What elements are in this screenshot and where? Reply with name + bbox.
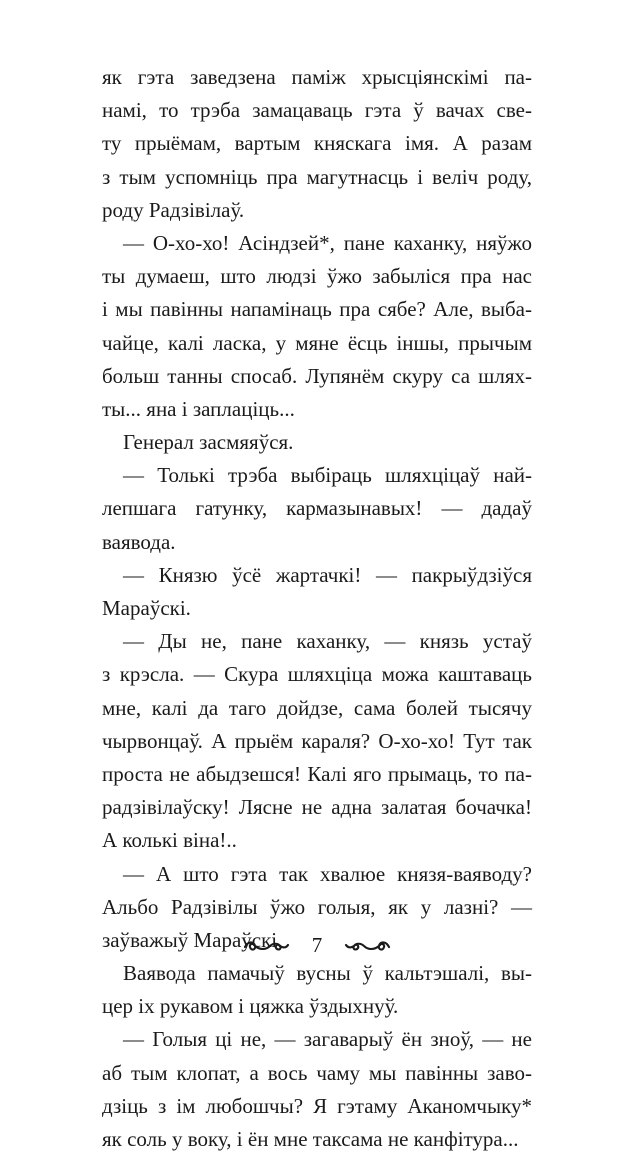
paragraph [102,1023,532,1156]
text-line: намі, то трэба замацаваць гэта ў вачах све- [102,98,532,123]
text-line: Мараўскі. [102,596,191,620]
paragraph [102,61,532,227]
text-line: як соль у воку, і ён мне таксама не канфітура... [102,1127,519,1151]
text-line: Генерал засмяяўся. [123,430,294,455]
text-line: — О-хо-хо! Асіндзей*, пане каханку, няўжо [123,230,532,255]
paragraph [102,559,532,625]
text-line: роду Радзівілаў. [102,197,245,222]
paragraph [102,957,532,1023]
page-number: 7 [311,932,323,957]
paragraph [102,426,532,459]
text-line: і мы павінны напамінаць пра сябе? Але, выба- [102,297,532,322]
paragraph [102,625,532,857]
text-line: заўважыў Мараўскі. [102,927,283,952]
text-line: аб тым клопат, а вось чаму мы павінны заво- [102,1060,532,1085]
text-line: з тым успомніць пра магутнасць і веліч роду, [102,164,532,189]
paragraph [102,227,532,426]
text-line: дзіць з ім любошчы? Я гэтаму Аканомчыку* [102,1093,532,1118]
page-footer [0,925,634,965]
text-line: ты думаеш, што людзі ўжо забыліся пра нас [102,264,532,289]
text-line: — А што гэта так хвалюе князя-ваяводу? [123,861,532,886]
body-text [102,61,532,1156]
text-line: — Толькі трэба выбіраць шляхціцаў най- [123,463,532,488]
text-line: радзівілаўску! Лясне не адна залатая бочачка! [102,795,532,820]
text-line: лепшага гатунку, кармазынавых! — дадаў [102,496,532,521]
text-line: больш танны спосаб. Лупянём скуру са шлях- [102,363,532,388]
text-line: ты... яна і заплаціць... [102,396,295,421]
text-line: чырвонцаў. А прыём караля? О-хо-хо! Тут так [102,728,532,753]
text-line: ту прыёмам, вартым княскага імя. А разам [102,131,532,156]
text-line: — Князю ўсё жартачкі! — пакрыўдзіўся [123,562,532,587]
paragraph [102,459,532,559]
text-line: з крэсла. — Скура шляхціца можа каштаваць [102,662,532,687]
text-line: Ваявода памачыў вусны ў кальтэшалі, вы- [123,961,532,986]
text-line: А колькі віна!.. [102,828,237,853]
text-line: проста не абыдзешся! Калі яго прымаць, то па- [102,761,532,786]
text-line: Альбо Радзівілы ўжо голыя, як у лазні? — [102,894,532,919]
text-line: як гэта заведзена паміж хрысціянскімі па- [102,65,532,89]
text-line: мне, калі да таго дойдзе, сама болей тысячу [102,695,532,720]
text-line: цер іх рукавом і цяжка ўздыхнуў. [102,994,399,1019]
scroll-ornament-right-icon [344,935,392,955]
scroll-ornament-left-icon [242,935,290,955]
text-line: — Ды не, пане каханку, — князь устаў [123,629,532,654]
text-line: ваявода. [102,529,176,554]
text-line: чайце, калі ласка, у мяне ёсць іншы, прычым [102,330,532,355]
text-line: — Голыя ці не, — загаварыў ён зноў, — не [123,1027,532,1052]
